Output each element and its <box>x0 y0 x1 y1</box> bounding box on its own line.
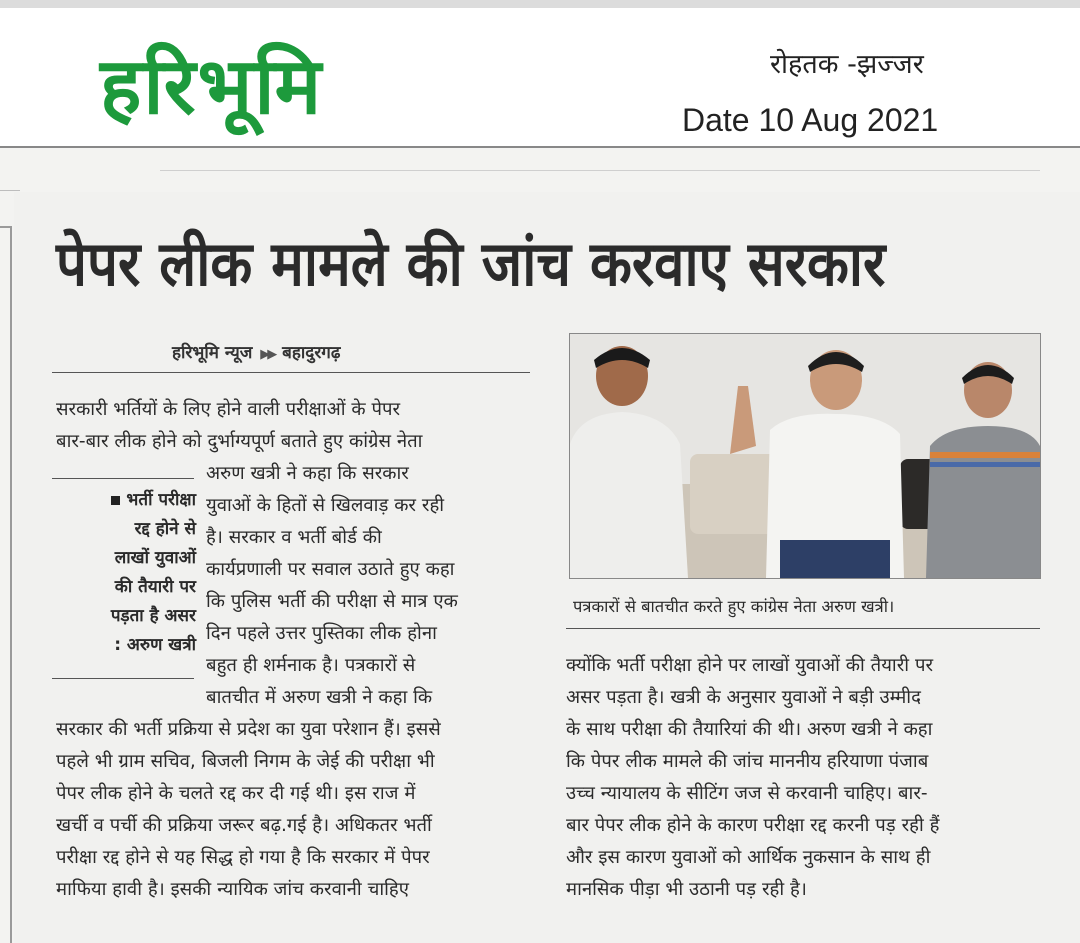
article-wrap-text <box>206 458 528 714</box>
page-fold-mark <box>0 190 20 191</box>
pullquote-top-rule <box>52 478 194 479</box>
text-line: और इस कारण युवाओं को आर्थिक नुकसान के साथ ही <box>566 847 931 868</box>
text-line: असर पड़ता है। खत्री के अनुसार युवाओं ने बड़ी उम्मीद <box>566 687 921 708</box>
pullquote-text: भर्ती परीक्षा <box>126 490 196 510</box>
pullquote-line <box>56 486 196 515</box>
article-body-left <box>56 714 528 906</box>
photo-caption: पत्रकारों से बातचीत करते हुए कांग्रेस नेता अरुण खत्री। <box>573 597 895 616</box>
byline-place: बहादुरगढ़ <box>282 343 341 363</box>
pullquote-line: की तैयारी पर <box>114 577 196 597</box>
byline-rule <box>52 372 530 373</box>
page-edge <box>10 226 12 943</box>
text-line: पेपर लीक होने के चलते रद्द कर दी गई थी। इस राज में <box>56 783 416 804</box>
pullquote-bottom-rule <box>52 678 194 679</box>
publication-date: Date 10 Aug 2021 <box>682 102 939 138</box>
text-line: सरकारी भर्तियों के लिए होने वाली परीक्षाओं के पेपर <box>56 399 401 420</box>
text-line: परीक्षा रद्द होने से यह सिद्ध हो गया है कि सरकार में पेपर <box>56 847 430 868</box>
text-line: उच्च न्यायालय के सीटिंग जज से करवानी चाहिए। बार- <box>566 783 928 804</box>
text-line: बातचीत में अरुण खत्री ने कहा कि <box>206 687 433 708</box>
edition-label: रोहतक -झज्जर <box>770 49 924 80</box>
text-line: दिन पहले उत्तर पुस्तिका लीक होना <box>206 623 437 644</box>
text-line: खर्ची व पर्ची की प्रक्रिया जरूर बढ़.गई है। अधिकतर भर्ती <box>56 815 432 836</box>
pullquote-line: : अरुण खत्री <box>114 635 196 655</box>
text-line: पहले भी ग्राम सचिव, बिजली निगम के जेई की परीक्षा भी <box>56 751 435 772</box>
pullquote-line: लाखों युवाओं <box>114 548 196 568</box>
byline-arrows-icon: ▶▶ <box>260 347 275 362</box>
article-intro <box>56 394 528 458</box>
pullquote-line: रद्द होने से <box>134 519 196 539</box>
text-line: सरकार की भर्ती प्रक्रिया से प्रदेश का युवा परेशान हैं। इससे <box>56 719 441 740</box>
text-line: कि पेपर लीक मामले की जांच माननीय हरियाणा पंजाब <box>566 751 929 772</box>
text-line: बार पेपर लीक होने के कारण परीक्षा रद्द करनी पड़ रही हैं <box>566 815 940 836</box>
text-line: क्योंकि भर्ती परीक्षा होने पर लाखों युवाओं की तैयारी पर <box>566 655 934 676</box>
text-line: मानसिक पीड़ा भी उठानी पड़ रही है। <box>566 879 807 900</box>
pullquote <box>56 486 196 660</box>
masthead-divider <box>0 146 1080 148</box>
text-line: बहुत ही शर्मनाक है। पत्रकारों से <box>206 655 416 676</box>
text-line: युवाओं के हितों से खिलवाड़ कर रही <box>206 495 445 516</box>
top-strip <box>0 0 1080 8</box>
bullet-icon <box>111 496 120 505</box>
headline: पेपर लीक मामले की जांच करवाए सरकार <box>56 227 886 300</box>
photo-illustration <box>570 334 1040 578</box>
page-top-rule <box>160 170 1040 171</box>
text-line: माफिया हावी है। इसकी न्यायिक जांच करवानी चाहिए <box>56 879 409 900</box>
pullquote-line: पड़ता है असर <box>110 606 196 626</box>
byline-source: हरिभूमि न्यूज <box>172 343 253 363</box>
text-line: अरुण खत्री ने कहा कि सरकार <box>206 463 409 484</box>
text-line: है। सरकार व भर्ती बोर्ड की <box>206 527 382 548</box>
text-line: के साथ परीक्षा की तैयारियां की थी। अरुण खत्री ने कहा <box>566 719 933 740</box>
text-line: कि पुलिस भर्ती की परीक्षा से मात्र एक <box>206 591 458 612</box>
newspaper-logo: हरिभूमि <box>100 42 324 132</box>
byline <box>172 340 340 363</box>
text-line: बार-बार लीक होने को दुर्भाग्यपूर्ण बताते हुए कांग्रेस नेता <box>56 431 423 452</box>
text-line: कार्यप्रणाली पर सवाल उठाते हुए कहा <box>206 559 455 580</box>
caption-rule <box>566 628 1040 629</box>
article-photo <box>569 333 1041 579</box>
masthead <box>0 8 1080 146</box>
article-body-right <box>566 650 1040 906</box>
